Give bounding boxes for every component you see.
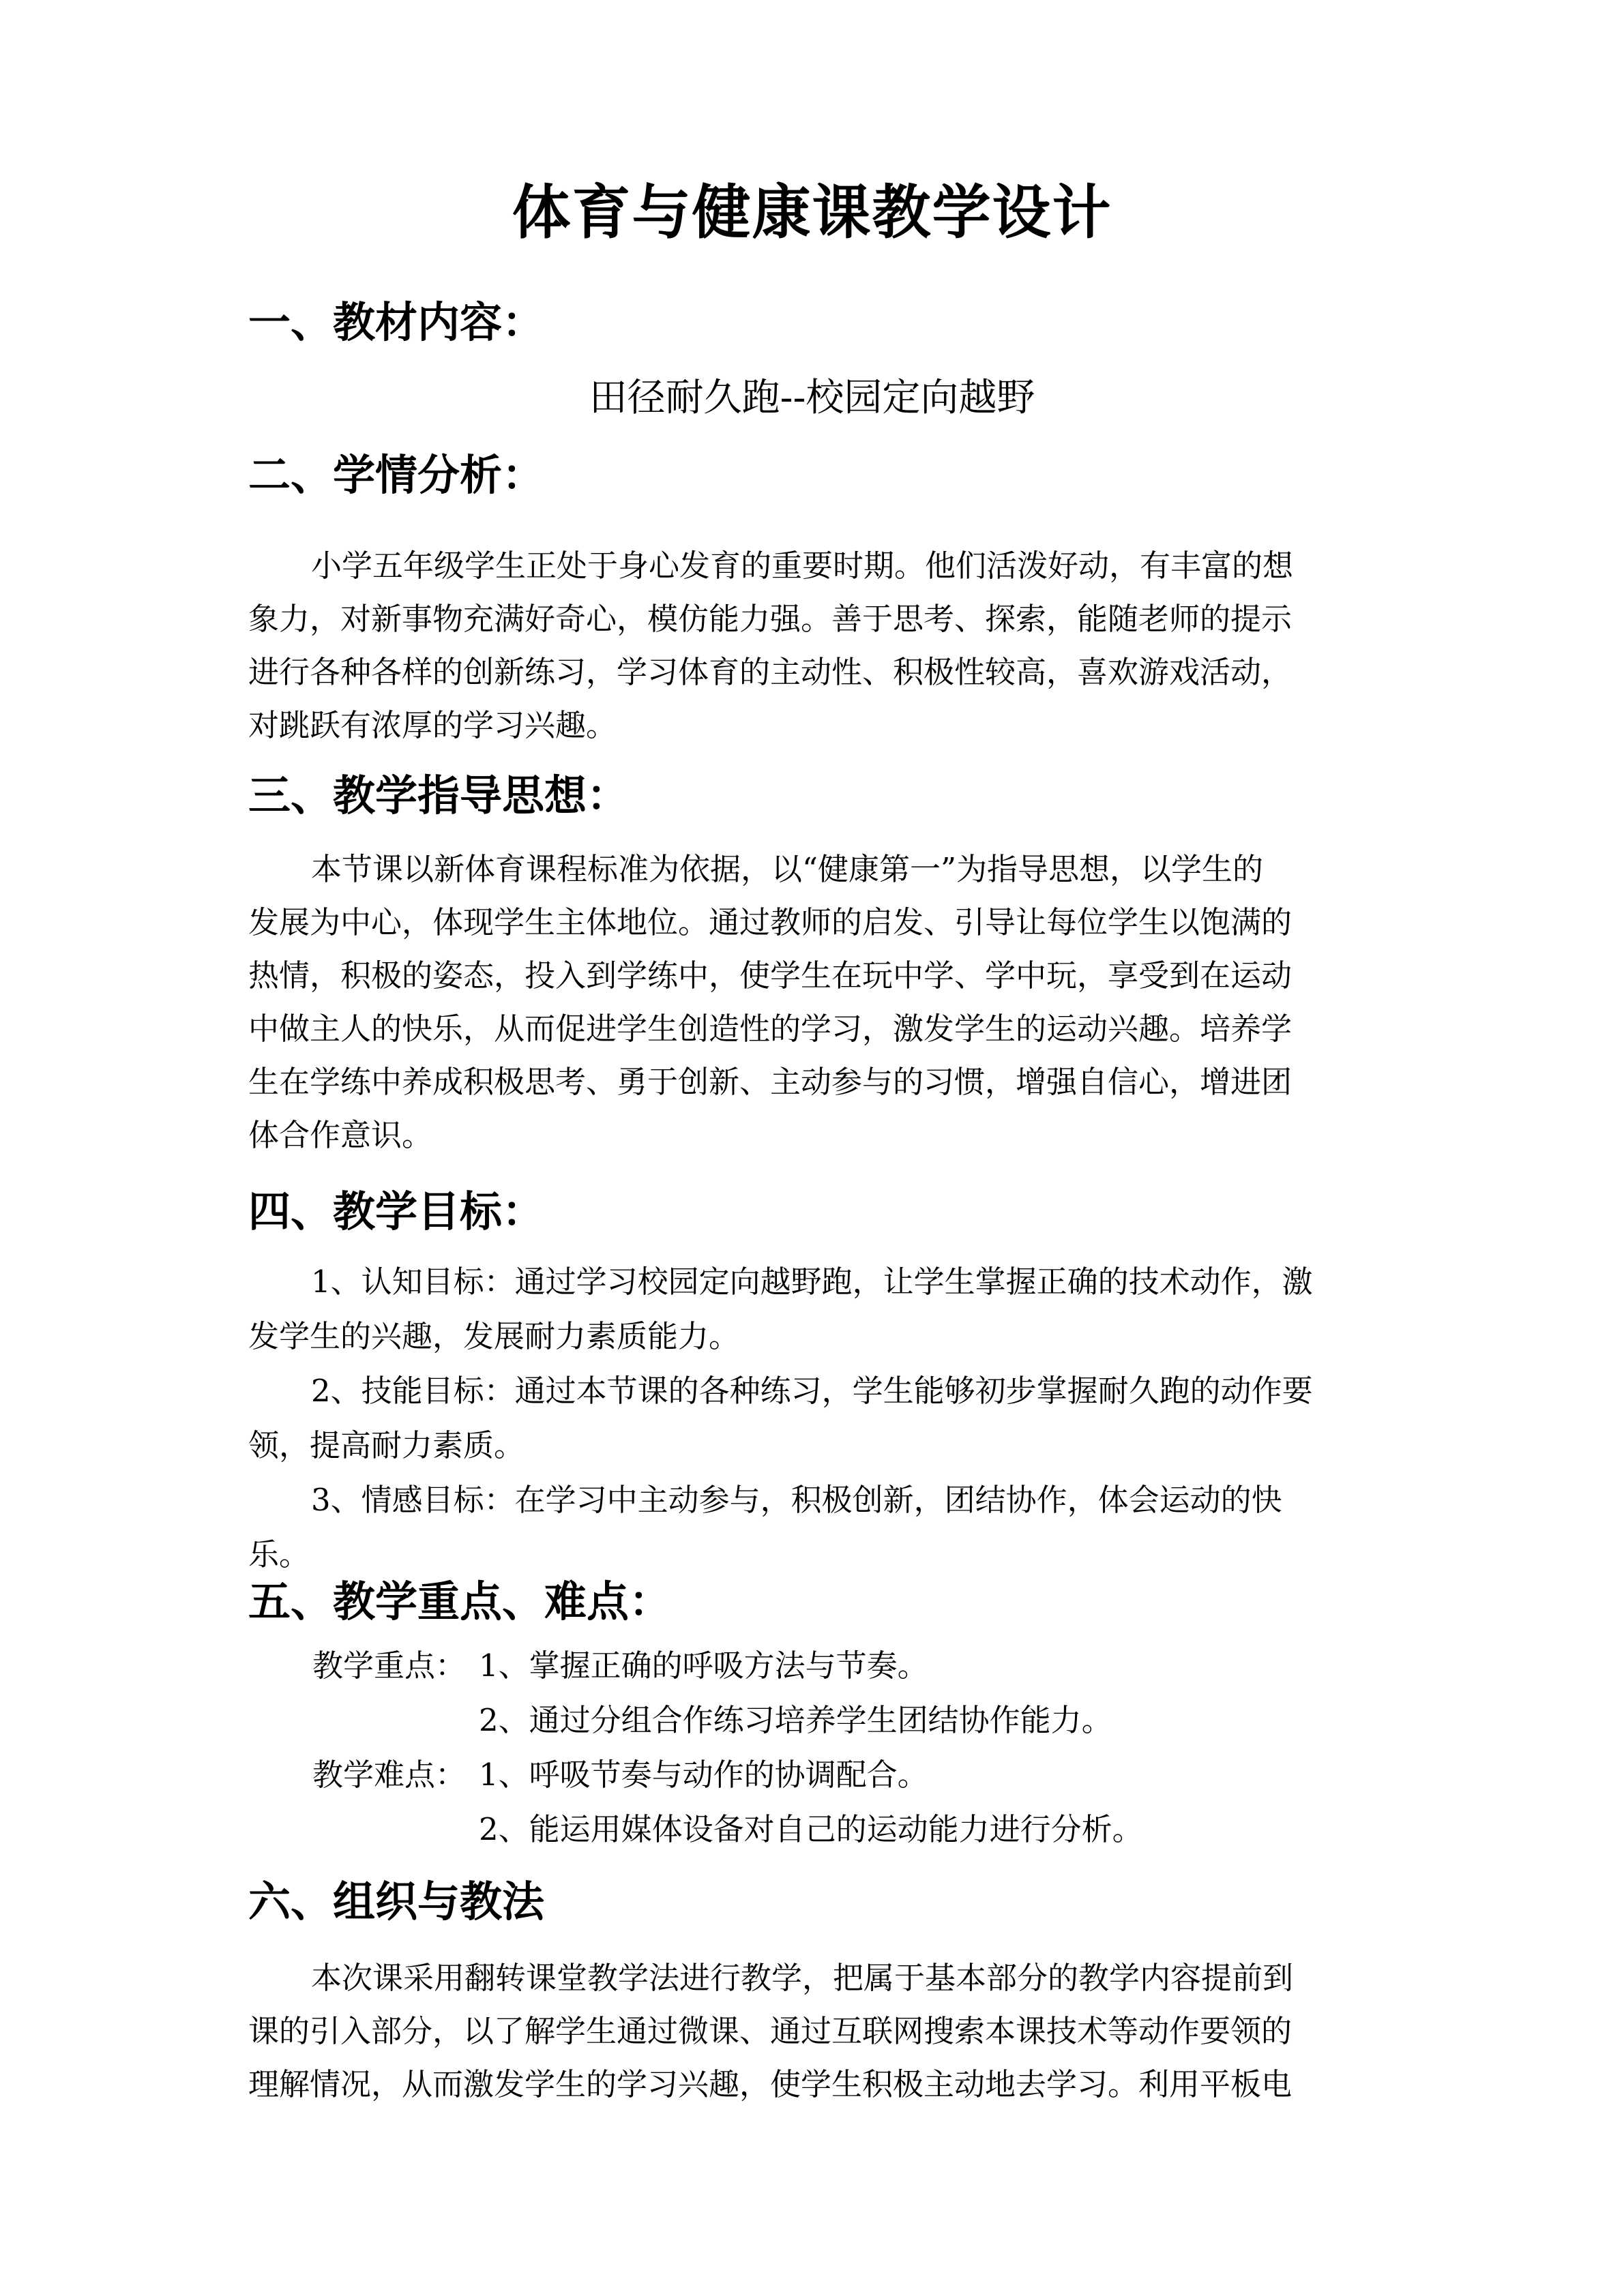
paragraph-line: 小学五年级学生正处于身心发育的重要时期。他们活泼好动，有丰富的想 (311, 548, 1294, 584)
key-point-text: 1、掌握正确的呼吸方法与节奏。 (479, 1648, 928, 1684)
key-point-2: 2、通过分组合作练习培养学生团结协作能力。 (479, 1702, 1112, 1738)
goal-emotional-cont: 乐。 (248, 1536, 310, 1572)
goal-skill-cont: 领，提高耐力素质。 (248, 1427, 525, 1463)
paragraph-line: 中做主人的快乐，从而促进学生创造性的学习，激发学生的运动兴趣。培养学 (248, 1011, 1293, 1047)
paragraph-line: 热情，积极的姿态，投入到学练中，使学生在玩中学、学中玩，享受到在运动 (248, 957, 1293, 994)
materials-content: 田径耐久跑--校园定向越野 (589, 376, 1035, 420)
paragraph-line: 发展为中心，体现学生主体地位。通过教师的启发、引导让每位学生以饱满的 (248, 904, 1293, 940)
goal-cognitive: 1、认知目标：通过学习校园定向越野跑，让学生掌握正确的技术动作，激 (311, 1264, 1313, 1300)
paragraph-line: 课的引入部分，以了解学生通过微课、通过互联网搜索本课技术等动作要领的 (248, 2013, 1293, 2049)
difficulty-point-text: 1、呼吸节奏与动作的协调配合。 (479, 1757, 928, 1793)
difficulty-point-2: 2、能运用媒体设备对自己的运动能力进行分析。 (479, 1811, 1143, 1847)
paragraph-line: 进行各种各样的创新练习，学习体育的主动性、积极性较高，喜欢游戏活动， (248, 654, 1293, 690)
difficulty-points-label: 教学难点： (312, 1757, 467, 1793)
organization-methods-paragraph (248, 1952, 1394, 2111)
section-heading-materials: 一、教材内容： (248, 297, 545, 347)
goal-cognitive-cont: 发学生的兴趣，发展耐力素质能力。 (248, 1318, 740, 1354)
paragraph-line: 理解情况，从而激发学生的学习兴趣，使学生积极主动地去学习。利用平板电 (248, 2066, 1293, 2102)
section-heading-teaching-goals: 四、教学目标： (248, 1187, 545, 1236)
paragraph-line: 本节课以新体育课程标准为依据，以“健康第一”为指导思想，以学生的 (311, 851, 1264, 887)
section-heading-organization-methods: 六、组织与教法 (248, 1877, 545, 1926)
difficulty-point-1 (312, 1751, 928, 1799)
key-point-1 (312, 1642, 928, 1690)
paragraph-line: 对跳跃有浓厚的学习兴趣。 (248, 707, 617, 743)
paragraph-line: 本次课采用翻转课堂教学法进行教学，把属于基本部分的教学内容提前到 (311, 1960, 1294, 1996)
paragraph-line: 体合作意识。 (248, 1117, 433, 1153)
goal-skill: 2、技能目标：通过本节课的各种练习，学生能够初步掌握耐久跑的动作要 (311, 1373, 1313, 1409)
page-title: 体育与健康课教学设计 (512, 178, 1112, 247)
section-heading-key-points: 五、教学重点、难点： (248, 1577, 672, 1626)
goal-emotional: 3、情感目标：在学习中主动参与，积极创新，团结协作，体会运动的快 (311, 1482, 1282, 1518)
section-heading-guiding-ideology: 三、教学指导思想： (248, 771, 630, 820)
teaching-goals-list (248, 1255, 1394, 1582)
paragraph-line: 生在学练中养成积极思考、勇于创新、主动参与的习惯，增强自信心，增进团 (248, 1064, 1293, 1100)
guiding-ideology-paragraph (248, 843, 1394, 1162)
student-analysis-paragraph (248, 539, 1394, 752)
section-heading-student-analysis: 二、学情分析： (248, 450, 545, 500)
paragraph-line: 象力，对新事物充满好奇心，模仿能力强。善于思考、探索，能随老师的提示 (248, 601, 1293, 637)
key-points-label: 教学重点： (312, 1648, 467, 1684)
